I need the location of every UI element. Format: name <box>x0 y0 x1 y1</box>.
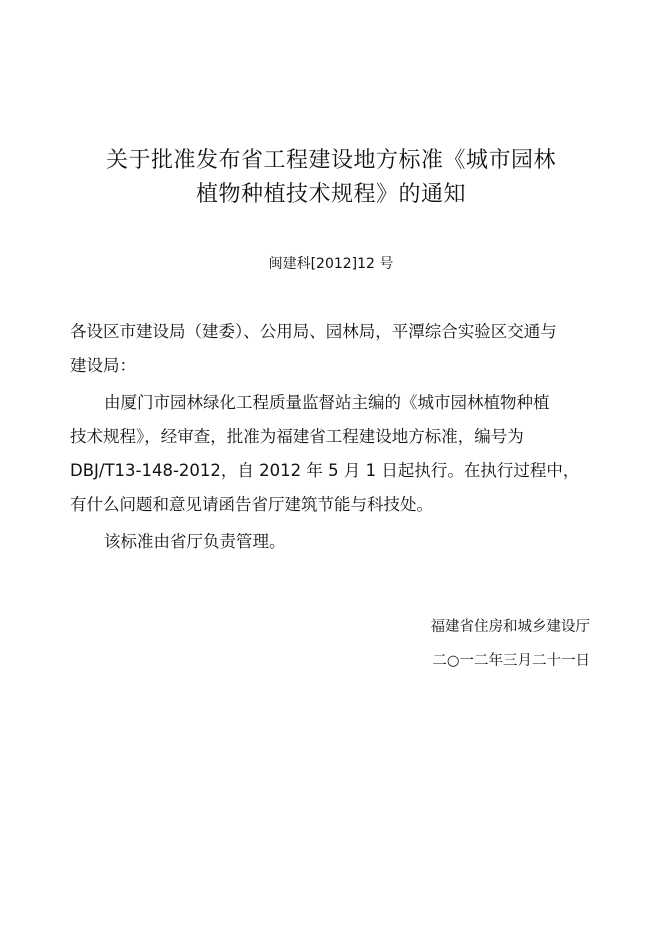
body-paragraph-1-line-4: 有什么问题和意见请函告省厅建筑节能与科技处。 <box>70 495 433 514</box>
issuer-signature: 福建省住房和城乡建设厅 <box>430 619 590 635</box>
body-paragraph-1-line-3: DBJ/T13-148-2012，自 2012 年 5 月 1 日起执行。在执行过程中， <box>70 461 580 480</box>
addressee-line-1: 各设区市建设局（建委）、公用局、园林局，平潭综合实验区交通与 <box>70 322 557 341</box>
addressee-line-2: 建设局： <box>70 356 136 375</box>
body-paragraph-1-line-1: 由厦门市园林绿化工程质量监督站主编的《城市园林植物种植 <box>104 393 550 412</box>
issue-date: 二○一二年三月二十一日 <box>432 653 590 669</box>
body-paragraph-1-line-2: 技术规程》，经审查，批准为福建省工程建设地方标准，编号为 <box>70 427 524 446</box>
document-title-line-1: 关于批准发布省工程建设地方标准《城市园林 <box>105 148 556 173</box>
body-paragraph-2: 该标准由省厅负责管理。 <box>104 532 286 551</box>
document-number: 闽建科[2012]12 号 <box>268 256 394 272</box>
document-title-line-2: 植物种植技术规程》的通知 <box>195 182 466 207</box>
